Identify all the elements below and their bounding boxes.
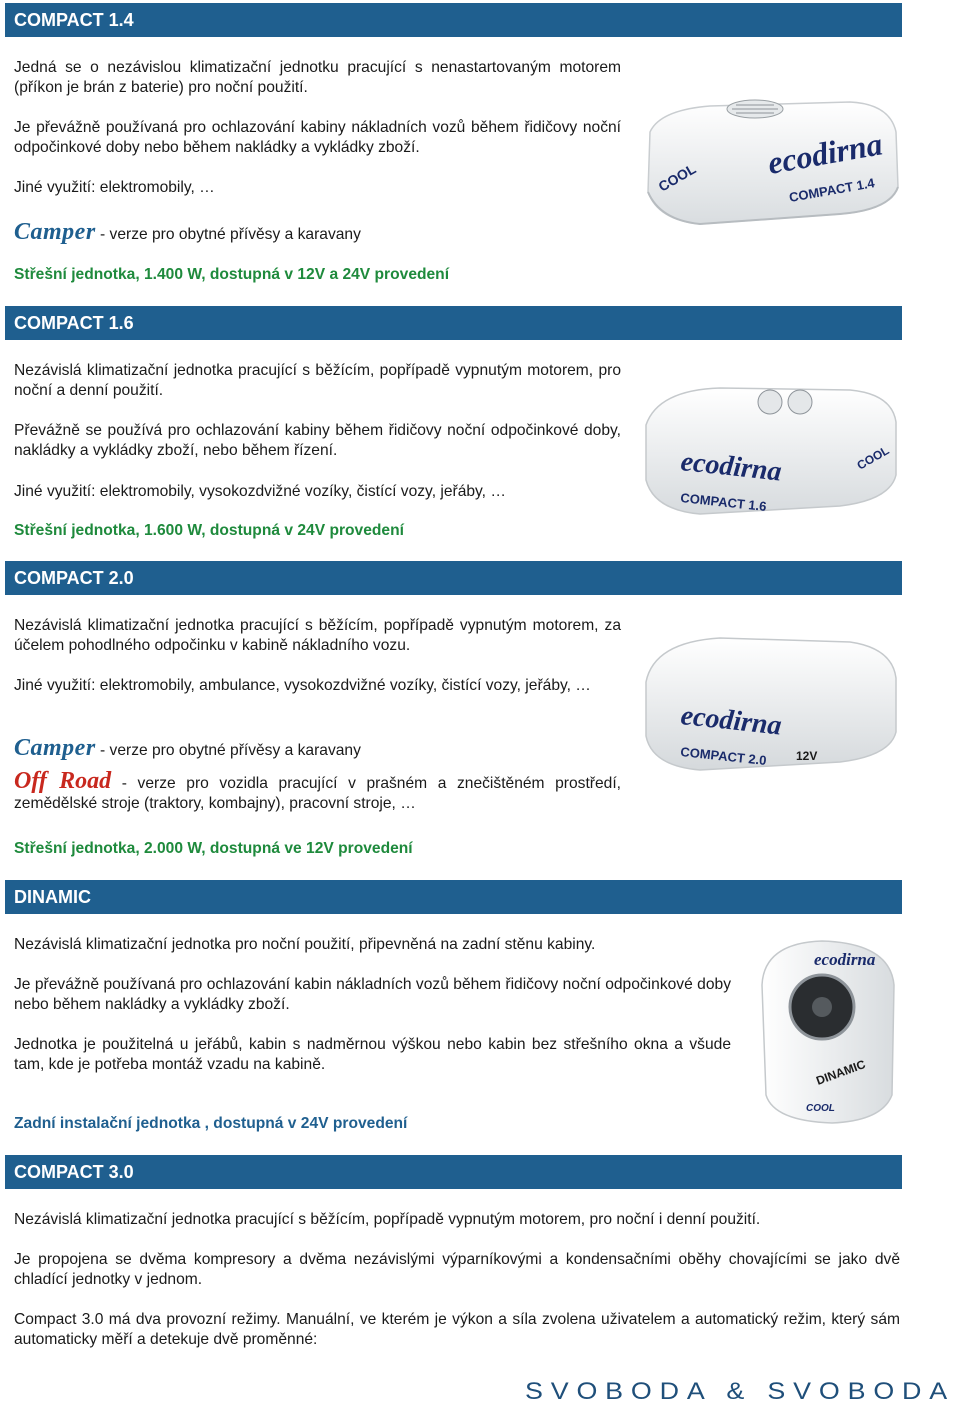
- model-label: DINAMIC: [814, 1057, 868, 1088]
- camper-line: [14, 735, 621, 761]
- brand-logo: ecodirna: [764, 125, 886, 181]
- model-label: COMPACT 1.6: [679, 490, 768, 515]
- brand-logo: ecodirna: [679, 446, 784, 488]
- section-header-compact-1-4: COMPACT 1.4: [5, 3, 902, 37]
- model-label: COMPACT 2.0: [679, 744, 768, 769]
- side-label: COOL: [854, 443, 892, 473]
- spec-line: Střešní jednotka, 2.000 W, dostupná ve 12V provedení: [14, 840, 413, 857]
- camper-text: - verze pro obytné přívěsy a karavany: [95, 226, 361, 243]
- section-header-compact-3-0: COMPACT 3.0: [5, 1155, 902, 1189]
- camper-line: [14, 219, 621, 245]
- paragraph: Jedná se o nezávislou klimatizační jednotku pracující s nenastartovaným motorem (příkon je brán z baterie) pro noční použití.: [14, 59, 621, 96]
- paragraph: Převážně se používá pro ochlazování kabiny během řidičovy noční odpočinkové doby, nakládky a vykládky zboží, nebo během řízení.: [14, 422, 621, 459]
- brand-logo: ecodirna: [679, 700, 784, 742]
- brand-logo: ecodirna: [814, 950, 876, 969]
- model-label: COMPACT 1.4: [787, 175, 876, 205]
- paragraph: Jednotka je použitelná u jeřábů, kabin s nadměrnou výškou nebo kabin bez střešního okna a všude tam, kde je potřeba montáž vzadu na kabině.: [14, 1036, 731, 1073]
- voltage-label: 12V: [796, 749, 818, 763]
- paragraph: Nezávislá klimatizační jednotka pro noční použití, připevněná na zadní stěnu kabiny.: [14, 936, 596, 953]
- paragraph: Nezávislá klimatizační jednotka pracující s běžícím, popřípadě vypnutým motorem, pro noční a denní použití.: [14, 362, 621, 399]
- paragraph: Compact 3.0 má dva provozní režimy. Manuální, ve kterém je výkon a síla zvolena uživatelem a automatický režim, který sám automaticky měří a detekuje dvě proměnné:: [14, 1311, 900, 1348]
- paragraph: Je propojena se dvěma kompresory a dvěma nezávislými výparníkovými a kondensačními oběhy chovajícími se jako dvě chladící jednotky v jednom.: [14, 1251, 900, 1288]
- paragraph: Jiné využití: elektromobily, …: [14, 179, 215, 196]
- camper-text: - verze pro obytné přívěsy a karavany: [95, 742, 361, 759]
- company-logo: [525, 1370, 955, 1406]
- side-label: COOL: [655, 160, 699, 195]
- camper-wordmark: Camper: [14, 735, 96, 761]
- paragraph: Nezávislá klimatizační jednotka pracující s běžícím, popřípadě vypnutým motorem, za účelem pohodlného odpočinku v kabině nákladního vozu.: [14, 617, 621, 654]
- side-label: COOL: [806, 1103, 835, 1114]
- paragraph: Jiné využití: elektromobily, vysokozdvižné vozíky, čistící vozy, jeřáby, …: [14, 483, 506, 500]
- spec-line: Střešní jednotka, 1.600 W, dostupná v 24V provedení: [14, 522, 404, 539]
- spec-line: Zadní instalační jednotka , dostupná v 24V provedení: [14, 1115, 408, 1132]
- paragraph: Nezávislá klimatizační jednotka pracující s běžícím, popřípadě vypnutým motorem, pro noční i denní použití.: [14, 1211, 761, 1228]
- spec-line: Střešní jednotka, 1.400 W, dostupná v 12V a 24V provedení: [14, 266, 450, 283]
- section-header-dinamic: DINAMIC: [5, 880, 902, 914]
- paragraph: Je převážně používaná pro ochlazování kabiny nákladních vozů během řidičovy noční odpočinkové doby nebo během nakládky a vykládky zboží.: [14, 119, 621, 156]
- dinamic-product-image: [752, 935, 902, 1127]
- offroad-wordmark: Off Road: [14, 768, 112, 794]
- paragraph: Je převážně používaná pro ochlazování kabin nákladních vozů během řidičovy noční odpočinkové doby nebo během nakládky a vykládky zboží.: [14, 976, 731, 1013]
- offroad-text: - verze pro vozidla pracující v prašném a znečištěném prostředí, zemědělské stroje (traktory, kombajny), pracovní stroje, …: [14, 775, 621, 812]
- offroad-line: [14, 768, 621, 814]
- compact-1-6-product-image: [640, 380, 902, 520]
- paragraph: Jiné využití: elektromobily, ambulance, vysokozdvižné vozíky, čistící vozy, jeřáby, …: [14, 677, 591, 694]
- section-header-compact-2-0: COMPACT 2.0: [5, 561, 902, 595]
- compact-1-4-product-image: [640, 92, 902, 232]
- company-logo-text: SVOBODA & SVOBODA: [525, 1378, 955, 1405]
- camper-wordmark: Camper: [14, 219, 96, 245]
- compact-2-0-product-image: [640, 632, 902, 777]
- section-header-compact-1-6: COMPACT 1.6: [5, 306, 902, 340]
